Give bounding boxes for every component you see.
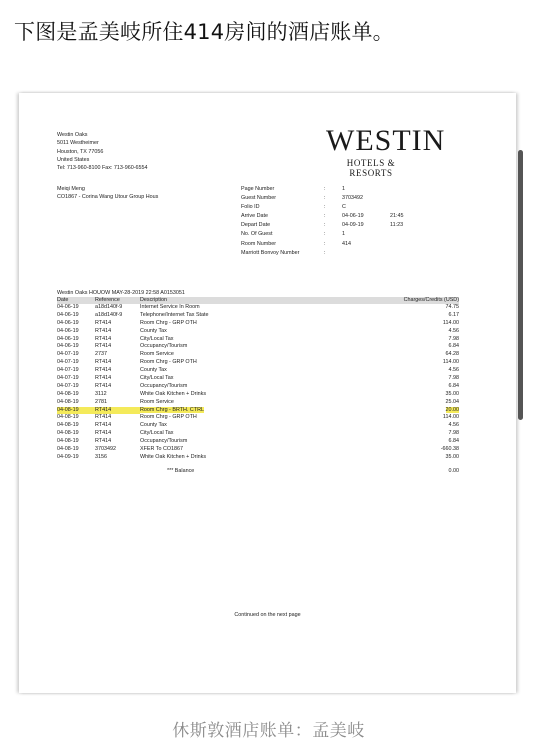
charges-table (57, 297, 459, 475)
row-amount: 114.00 (442, 359, 459, 366)
folio-label: Folio ID (241, 204, 260, 211)
row-description: Internet Service In Room (140, 304, 200, 310)
address-line: Houston, TX 77056 (57, 148, 104, 155)
row-amount: 64.28 (445, 351, 459, 358)
table-row (57, 414, 459, 422)
row-reference: RT414 (95, 375, 112, 382)
row-amount: 74.75 (445, 304, 459, 310)
table-row (57, 304, 459, 312)
folio-value: 1 (342, 231, 345, 238)
row-date: 04-07-19 (57, 351, 79, 358)
ledger-header: Westin Oaks HOUOW MAY-28-2019 22:58 A0153051 (57, 290, 185, 296)
row-reference: 3703492 (95, 446, 116, 453)
row-reference: RT414 (95, 327, 112, 334)
table-row (57, 328, 459, 336)
table-row (57, 383, 459, 391)
balance-row (57, 467, 459, 475)
row-description: County Tax (140, 422, 167, 429)
row-reference: RT414 (95, 335, 112, 342)
folio-value: 1 (342, 186, 345, 192)
folio-time: 11:23 (390, 222, 404, 229)
row-reference: RT414 (95, 367, 112, 374)
table-row (57, 454, 459, 462)
row-description: Occupancy/Tourism (140, 438, 188, 445)
page-caption: 下图是孟美岐所住414房间的酒店账单。 (14, 20, 394, 44)
row-reference: RT414 (95, 382, 112, 389)
folio-row (241, 249, 404, 258)
row-description: County Tax (140, 327, 167, 334)
row-description: City/Local Tax (140, 375, 174, 382)
folio-label: Marriott Bonvoy Number (241, 249, 300, 256)
table-row (57, 320, 459, 328)
row-amount: 114.00 (442, 319, 459, 326)
row-description: Occupancy/Tourism (140, 382, 188, 389)
col-description: Description (140, 297, 167, 303)
row-reference: a18d140f-9 (95, 304, 123, 310)
row-amount: 7.98 (448, 375, 459, 382)
folio-row (241, 221, 404, 230)
table-row (57, 351, 459, 359)
row-description: Room Chrg - GRP OTH (140, 414, 197, 421)
col-reference: Reference (95, 297, 120, 303)
row-reference: 3112 (95, 390, 107, 397)
folio-colon: : (324, 240, 326, 247)
row-amount: 35.00 (445, 453, 459, 460)
folio-colon: : (324, 204, 326, 211)
row-date: 04-06-19 (57, 327, 79, 334)
folio-value (342, 249, 390, 258)
row-amount: 20.00 (445, 406, 459, 413)
folio-colon: : (324, 231, 326, 238)
row-date: 04-09-19 (57, 453, 79, 460)
row-reference: RT414 (95, 343, 112, 350)
row-date: 04-08-19 (57, 390, 79, 397)
row-date: 04-08-19 (57, 414, 79, 421)
row-date: 04-08-19 (57, 407, 95, 415)
folio-row (241, 194, 404, 203)
row-description: City/Local Tax (140, 335, 174, 342)
row-amount: 4.56 (448, 367, 459, 374)
col-date: Date (57, 297, 69, 303)
row-date: 04-06-19 (57, 311, 79, 318)
table-row (57, 375, 459, 383)
folio-value: 414 (342, 240, 351, 247)
balance-amount: 0.00 (448, 467, 459, 474)
table-row (57, 407, 459, 415)
address-line: Tel: 713-960-8100 Fax: 713-960-6554 (57, 165, 148, 172)
table-header (57, 297, 459, 304)
row-description: County Tax (140, 367, 167, 374)
folio-row (241, 240, 404, 249)
row-reference: 2781 (95, 398, 107, 405)
row-date: 04-08-19 (57, 446, 79, 453)
guest-info (57, 185, 158, 202)
row-reference: a18d140f-9 (95, 311, 123, 318)
guest-group: CO1867 - Corina Wang Utour Group Hous (57, 194, 159, 201)
folio-label: Page Number (241, 186, 275, 192)
hotel-address (57, 131, 148, 172)
folio-label: Arrive Date (241, 213, 268, 220)
table-row (57, 430, 459, 438)
table-row (57, 438, 459, 446)
westin-logo (326, 124, 446, 178)
table-row (57, 312, 459, 320)
row-description: City/Local Tax (140, 430, 174, 437)
row-date: 04-08-19 (57, 430, 79, 437)
row-reference: RT414 (95, 319, 112, 326)
row-reference: RT414 (95, 430, 112, 437)
row-description: White Oak Kitchen + Drinks (140, 453, 207, 460)
row-date: 04-08-19 (57, 398, 79, 405)
col-amount: Charges/Credits (USD) (403, 297, 459, 303)
folio-value: C (342, 204, 346, 211)
folio-value: 3703492 (342, 195, 363, 202)
row-amount: 6.84 (448, 382, 459, 389)
row-reference: 3156 (95, 453, 107, 460)
row-amount: 7.98 (448, 335, 459, 342)
row-amount: 25.04 (445, 398, 459, 405)
table-body (57, 304, 459, 462)
row-amount: 4.56 (448, 422, 459, 429)
folio-label: Guest Number (241, 195, 277, 202)
row-amount: -660.38 (440, 446, 459, 453)
table-row (57, 399, 459, 407)
row-date: 04-06-19 (57, 343, 79, 350)
folio-row (241, 185, 404, 194)
table-row (57, 422, 459, 430)
row-date: 04-07-19 (57, 375, 79, 382)
row-description: Room Chrg - GRP OTH (140, 319, 197, 326)
row-description: Room Chrg - GRP OTH (140, 359, 197, 366)
folio-row (241, 212, 404, 221)
guest-name: Meiqi Meng (57, 186, 85, 192)
row-description: Occupancy/Tourism (140, 343, 188, 350)
folio-colon: : (324, 213, 326, 220)
row-amount: 114.00 (442, 414, 459, 421)
address-line: Westin Oaks (57, 132, 88, 138)
scrollbar[interactable] (518, 150, 523, 420)
row-reference: RT414 (95, 407, 140, 415)
folio-colon: : (324, 195, 326, 202)
row-reference: RT414 (95, 359, 112, 366)
row-date: 04-08-19 (57, 438, 79, 445)
address-line: United States (57, 156, 90, 163)
folio-colon: : (324, 222, 326, 229)
folio-colon: : (324, 186, 326, 192)
row-date: 04-06-19 (57, 304, 79, 310)
continued-note: Continued on the next page (234, 612, 301, 618)
table-row (57, 391, 459, 399)
row-amount: 6.84 (448, 343, 459, 350)
folio-value: 04-09-19 (342, 222, 364, 229)
row-description: White Oak Kitchen + Drinks (140, 390, 207, 397)
folio-time: 21:45 (390, 213, 404, 220)
table-row (57, 367, 459, 375)
logo-subtitle: HOTELS & RESORTS (346, 158, 396, 178)
row-reference: RT414 (95, 422, 112, 429)
row-amount: 7.98 (448, 430, 459, 437)
folio-label: No. Of Guest (241, 231, 273, 238)
folio-label: Depart Date (241, 222, 271, 229)
row-date: 04-07-19 (57, 382, 79, 389)
row-amount: 35.00 (445, 390, 459, 397)
row-reference: 2737 (95, 351, 107, 358)
row-description: Telephone/Internet Tax State (140, 311, 209, 318)
address-line: 5011 Westheimer (57, 140, 99, 147)
table-row (57, 359, 459, 367)
table-row (57, 343, 459, 351)
row-reference: RT414 (95, 438, 112, 445)
folio-row (241, 230, 404, 239)
row-description: Room Service (140, 351, 174, 358)
row-amount: 4.56 (448, 327, 459, 334)
hotel-bill-document (19, 93, 516, 693)
row-description: XFER To CO1867 (140, 446, 184, 453)
row-date: 04-06-19 (57, 319, 79, 326)
table-row (57, 446, 459, 454)
folio-label: Room Number (241, 240, 277, 247)
folio-colon: : (324, 249, 326, 256)
row-description: Room Service (140, 398, 174, 405)
table-row (57, 336, 459, 344)
row-amount: 6.17 (448, 311, 459, 318)
row-amount: 6.84 (448, 438, 459, 445)
row-date: 04-07-19 (57, 359, 79, 366)
balance-label: *** Balance (167, 467, 195, 474)
row-date: 04-06-19 (57, 335, 79, 342)
folio-row (241, 203, 404, 212)
folio-details (241, 185, 404, 258)
image-caption: 休斯敦酒店账单：孟美岐 (172, 721, 365, 741)
row-reference: RT414 (95, 414, 112, 421)
logo-wordmark: WESTIN (326, 124, 446, 157)
row-date: 04-08-19 (57, 422, 79, 429)
row-date: 04-07-19 (57, 367, 79, 374)
row-description: Room Chrg - BRTH. CTRL (140, 406, 205, 413)
folio-value: 04-06-19 (342, 213, 364, 220)
